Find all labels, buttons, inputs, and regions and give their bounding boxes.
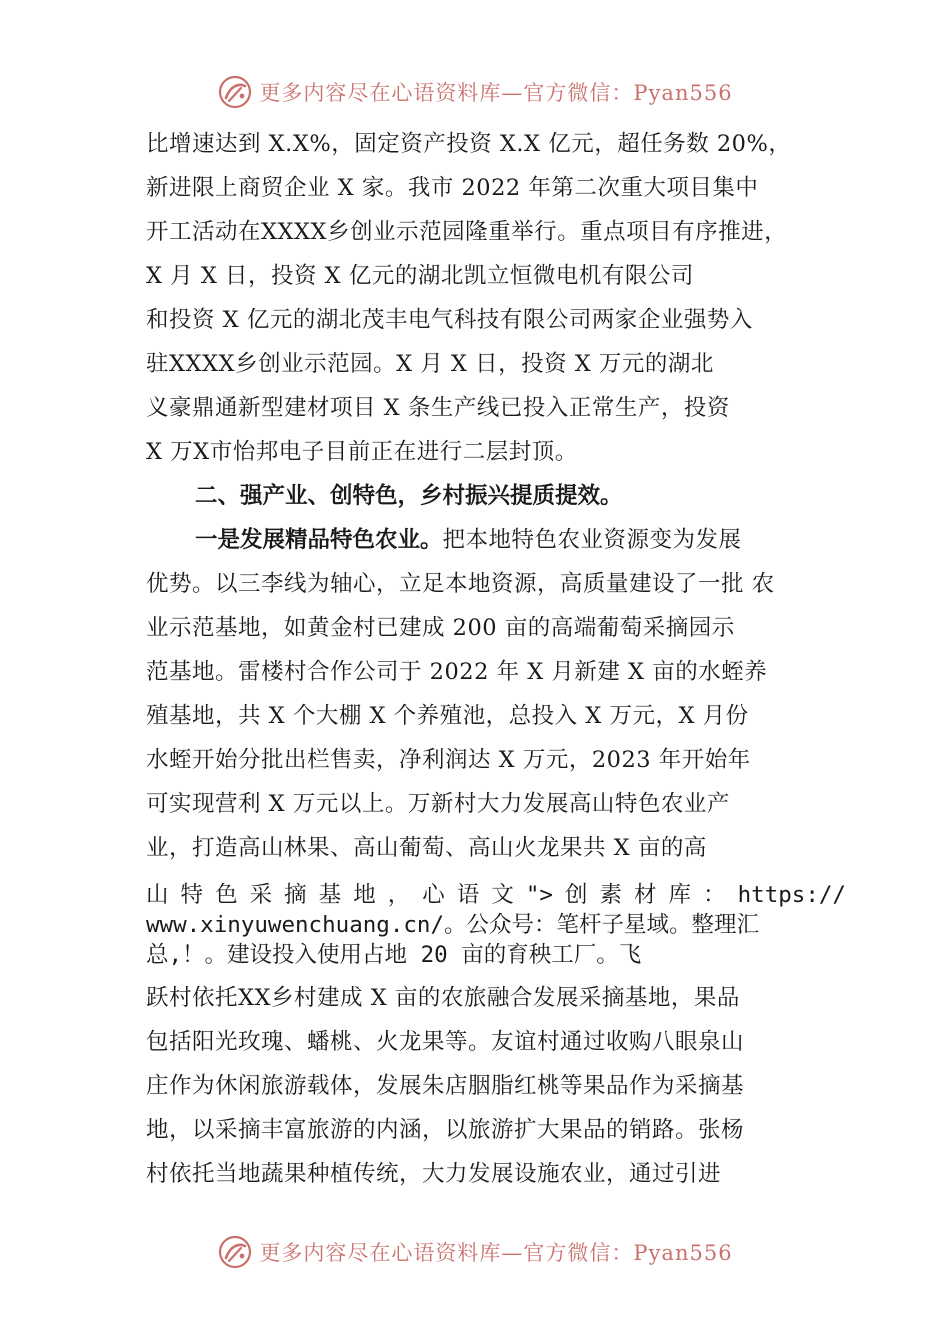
- section-heading: 二、强产业、创特色，乡村振兴提质提效。: [195, 483, 623, 509]
- char: ，: [387, 882, 411, 908]
- char: 摘: [284, 882, 307, 908]
- text-line: 庄作为休闲旅游载体，发展朱店胭脂红桃等果品作为采摘基: [146, 1073, 745, 1099]
- char: 库: [668, 882, 692, 908]
- char: 山: [146, 882, 169, 908]
- char: 特: [180, 882, 204, 908]
- watermark-header: [0, 70, 950, 114]
- text-line: 业，打造高山林果、高山葡萄、高山火龙果共 X 亩的高: [146, 835, 707, 861]
- text-line: X 月 X 日，投资 X 亿元的湖北凯立恒微电机有限公司: [146, 263, 694, 289]
- char: 创: [564, 882, 588, 908]
- char: https://: [737, 882, 846, 908]
- watermark-footer: [0, 1230, 950, 1274]
- text-line: 跃村依托XX乡村建成 X 亩的农旅融合发展采摘基地，果品: [146, 985, 740, 1011]
- text-line: 新进限上商贸企业 X 家。我市 2022 年第二次重大项目集中: [146, 175, 759, 201]
- char: 采: [249, 882, 273, 908]
- char: ">: [525, 882, 553, 908]
- char: 文: [491, 882, 514, 908]
- text-line: 包括阳光玫瑰、蟠桃、火龙果等。友谊村通过收购八眼泉山: [146, 1029, 745, 1055]
- paragraph-first-line: [146, 518, 846, 562]
- text-line: 和投资 X 亿元的湖北茂丰电气科技有限公司两家企业强势入: [146, 307, 753, 333]
- char: 色: [215, 882, 238, 908]
- text-run: 把本地特色农业资源变为发展: [442, 527, 742, 553]
- text-line: 范基地。雷楼村合作公司于 2022 年 X 月新建 X 亩的水蛭养: [146, 659, 768, 685]
- text-line: 殖基地，共 X 个大棚 X 个养殖池，总投入 X 万元，X 月份: [146, 703, 749, 729]
- text-line: 水蛭开始分批出栏售卖，净利润达 X 万元，2023 年开始年: [146, 747, 751, 773]
- watermark-text: 更多内容尽在心语资料库—官方微信：Pyan556: [259, 1241, 733, 1265]
- seal-logo-icon: [217, 1234, 253, 1270]
- text-line: 义豪鼎通新型建材项目 X 条生产线已投入正常生产，投资: [146, 395, 730, 421]
- text-line: 开工活动在XXXX乡创业示范园隆重举行。重点项目有序推进，: [146, 219, 788, 245]
- char: 基: [318, 882, 342, 908]
- char: ：: [703, 882, 726, 908]
- char: 语: [456, 882, 480, 908]
- char: 材: [634, 882, 657, 908]
- seal-logo-icon: [217, 74, 253, 110]
- char: 地: [353, 882, 376, 908]
- char: 素: [599, 882, 622, 908]
- text-line: 优势。以三李线为轴心，立足本地资源，高质量建设了一批 农: [146, 571, 775, 597]
- bold-lead: 一是发展精品特色农业。: [195, 527, 443, 553]
- text-line-link: www.xinyuwenchuang.cn/。公众号：笔杆子星域。整理汇: [146, 912, 760, 938]
- spread-text-line: [146, 880, 846, 910]
- text-line: 可实现营利 X 万元以上。万新村大力发展高山特色农业产: [146, 791, 730, 817]
- text-line: 比增速达到 X.X%，固定资产投资 X.X 亿元，超任务数 20%，: [146, 131, 792, 157]
- watermark-text: 更多内容尽在心语资料库—官方微信：Pyan556: [259, 81, 733, 105]
- text-line: 驻XXXX乡创业示范园。X 月 X 日，投资 X 万元的湖北: [146, 351, 714, 377]
- text-line: 地，以采摘丰富旅游的内涵，以旅游扩大果品的销路。张杨: [146, 1117, 745, 1143]
- text-line: 村依托当地蔬果种植传统，大力发展设施农业，通过引进: [146, 1161, 722, 1187]
- text-line: X 万X市怡邦电子目前正在进行二层封顶。: [146, 439, 578, 465]
- text-line: 业示范基地，如黄金村已建成 200 亩的高端葡萄采摘园示: [146, 615, 735, 641]
- char: 心: [422, 882, 445, 908]
- text-line: 总,！。建设投入使用占地 20 亩的育秧工厂。飞: [146, 942, 642, 968]
- document-body: [146, 122, 846, 1196]
